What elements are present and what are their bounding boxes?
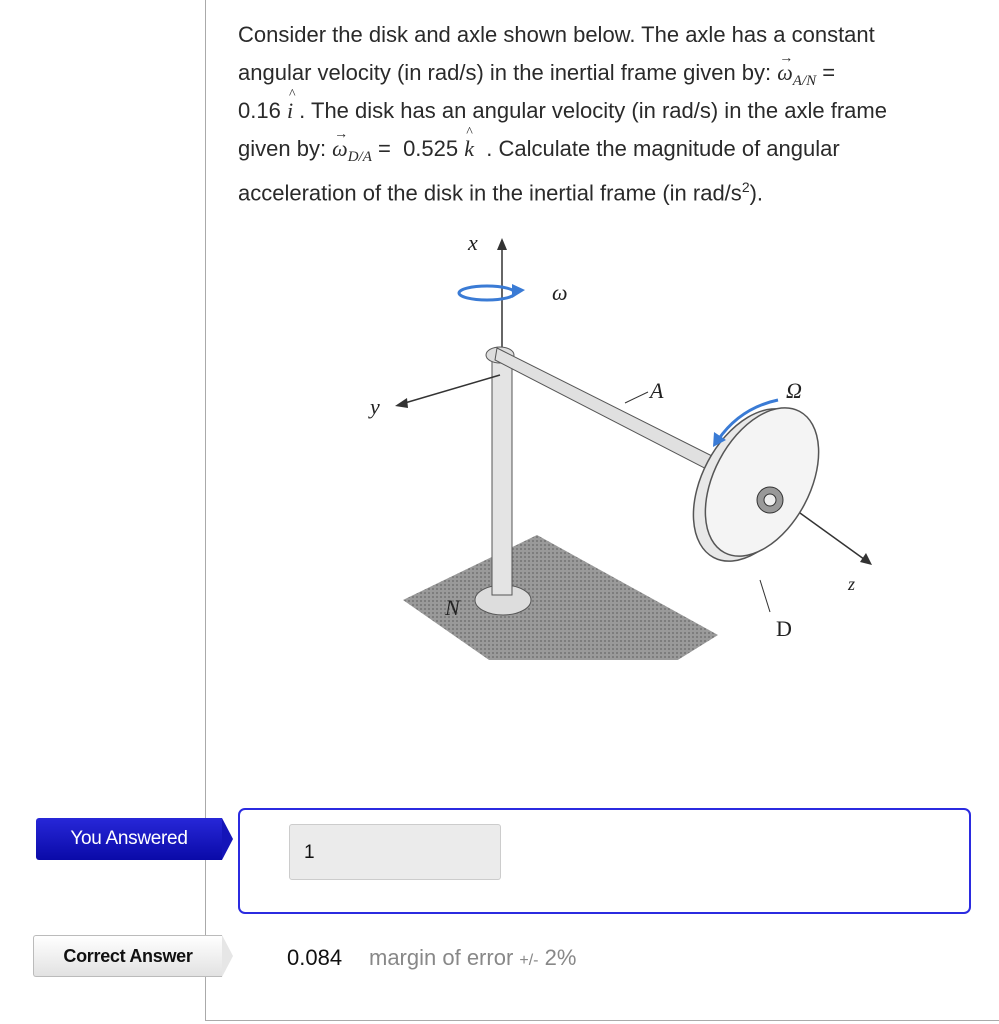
correct-answer-label: Correct Answer	[63, 945, 193, 966]
answer-input[interactable]: 1	[289, 824, 501, 880]
subscript-an: A/N	[792, 73, 817, 89]
label-a: A	[650, 378, 664, 403]
left-divider	[205, 0, 206, 1021]
correct-answer-badge	[33, 935, 222, 977]
question-line-5: acceleration of the disk in the inertial frame (in rad/s	[238, 180, 742, 206]
margin-pm: +/-	[519, 952, 539, 969]
label-y: y	[370, 394, 380, 419]
y-axis-arrow	[398, 375, 500, 405]
question-line-4: given by:	[238, 136, 333, 161]
question-line	[238, 16, 978, 54]
question-line	[238, 54, 978, 92]
question-line-3: . The disk has an angular velocity (in rad/s) in the axle frame	[293, 98, 887, 123]
margin-value: 2%	[538, 945, 577, 970]
omega-da-value: = 0.525	[371, 136, 465, 161]
superscript: 2	[741, 179, 750, 195]
question-line-2: angular velocity (in rad/s) in the inertial frame given by:	[238, 60, 778, 85]
margin-of-error	[369, 945, 576, 971]
axle	[495, 348, 724, 475]
question-line-5-end: ).	[749, 180, 764, 206]
vertical-post	[492, 360, 512, 595]
equals: =	[816, 60, 836, 85]
question-line-1: Consider the disk and axle shown below. The axle has a constant	[238, 22, 875, 47]
label-n: N	[445, 595, 460, 620]
bottom-divider	[205, 1020, 999, 1021]
omega-vector: → ω	[332, 130, 348, 168]
subscript-da: D/A	[347, 149, 372, 165]
omega-vector: → ω	[777, 54, 793, 92]
omega-an-value: 0.16	[238, 98, 287, 123]
omega-rotation-arrow	[459, 286, 515, 300]
i-hat: ^ i	[287, 92, 293, 130]
answer-box	[238, 808, 971, 914]
disk-axle-diagram	[340, 220, 900, 660]
question-line-4-rest: . Calculate the magnitude of angular	[474, 136, 840, 161]
label-z: z	[848, 574, 856, 594]
label-omega: ω	[552, 280, 568, 305]
k-hat: ^ k	[464, 130, 474, 168]
label-d: D	[776, 616, 792, 641]
you-answered-badge	[36, 818, 222, 860]
you-answered-label: You Answered	[70, 828, 188, 849]
question-line	[238, 130, 978, 168]
label-big-omega: Ω	[786, 378, 802, 403]
question-text	[238, 16, 978, 206]
label-x: x	[468, 230, 478, 255]
question-line	[238, 168, 978, 206]
question-line	[238, 92, 978, 130]
correct-answer-value: 0.084	[287, 945, 343, 970]
margin-text: margin of error	[369, 945, 520, 970]
